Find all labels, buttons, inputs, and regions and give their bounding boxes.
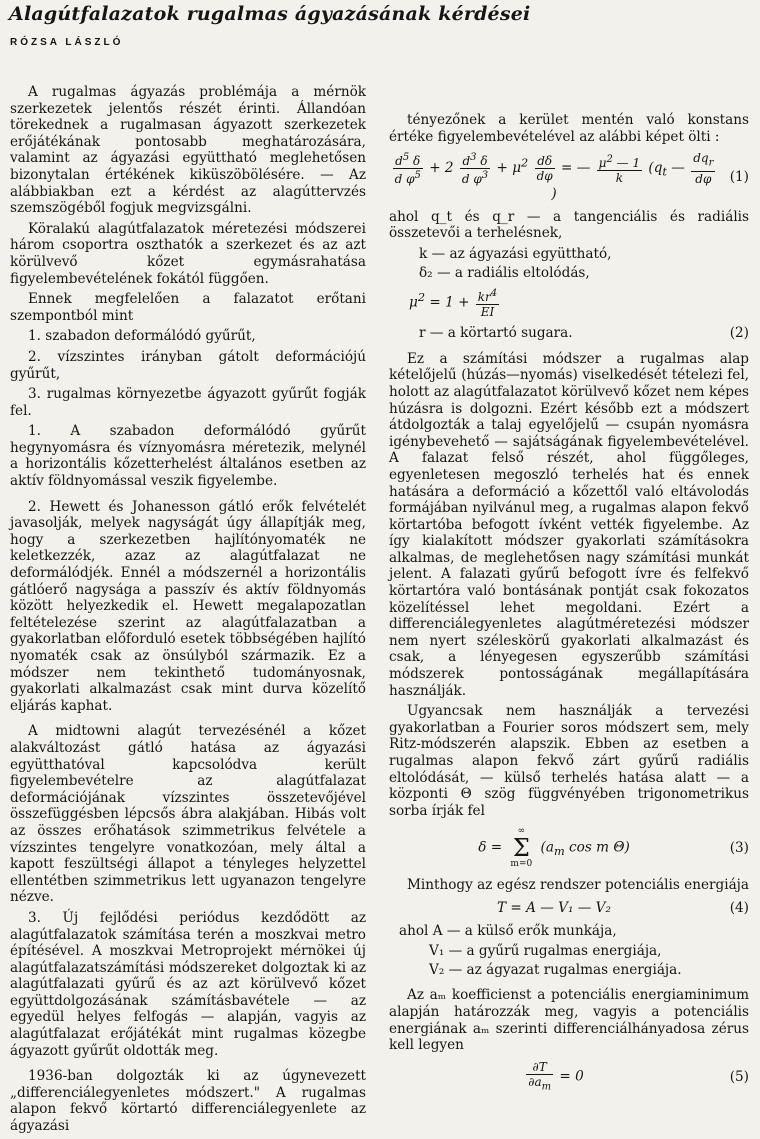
paragraph: Ugyancsak nem használják a tervezési gyakorlatban a Fourier soros módszert sem, mely Ritz-módszerén alapszik. Ebben az esetben a rugalmas alapon fekvő zárt gyűrű radiális eltolódását, — külső terhelés hatása alatt — a központi Θ szög függvényében trigonometrikus sorba írják fel [389,703,749,819]
left-column [10,84,366,1139]
definition: ahol q_t és q_r — a tangenciális és radiális összetevői a terhelésnek, [389,208,749,242]
list-item: 2. vízszintes irányban gátolt deformációjú gyűrűt, [10,348,366,382]
paragraph: Minthogy az egész rendszer potenciális energiája [407,877,749,894]
equation-4 [389,900,749,917]
equation-mu-body: $\mu^2 = 1$ + $\frac{kr^4}{EI}$ [409,288,498,320]
equation-1-body: $\frac{d^5 \delta}{d \varphi^5}$ + 2 $\frac{d^3 \delta}{d \varphi^3}$ + $\mu^2$ $\frac{d\delta}{d\varphi}$ = — $\frac{\mu^2 — 1}{k}$ ($q_t$ — $\frac{dq_r}{d\varphi}$ ) [394,151,714,203]
definition: k — az ágyazási együttható, [419,245,612,262]
paragraph: 2. Hewett és Johanesson gátló erők felvételét javasolják, melyek nagyságát úgy állapítják meg, hogy a szerkezetben hajlítónyomaték ne keletkezzék, azaz az alagútfalazat ne deformálódjék. Ennél a módszernél a horizontális gátlóerő nagysága a passzív és aktív földnyomás között helyezkedik el. Hewett megalapozatlan feltételezése szerint az alagútfalazatban a gyakorlatban előforduló esetek többségében hajlító nyomaték csak az önsúlyból származik. Ez a módszer nem tekinthető tudományosnak, gyakorlati alkalmazást csak mint durva közelítő eljárás kaphat. [10,498,366,714]
paragraph: Köralakú alagútfalazatok méretezési módszerei három csoportra oszthatók a szerkezet és az azt körülvevő kőzet egymásrahatása figyelembevételének fokától függően. [10,220,366,287]
equation-3-body: δ = ∞ Σ m=0 ($a_m$ cos m Θ) [478,826,630,870]
equation-4-body: T = A — V₁ — V₂ [497,899,611,916]
equation-number: (4) [729,899,749,916]
equation-3 [389,827,749,869]
definition-r [389,325,749,342]
equation-1 [389,151,749,203]
list-item: 3. rugalmas környezetbe ágyazott gyűrűt fogják fel. [10,386,366,419]
equation-mu [409,287,749,319]
definition: V₂ — az ágyazat rugalmas energiája. [429,961,682,978]
definition: V₁ — a gyűrű rugalmas energiája, [429,943,662,960]
paragraph: 1. A szabadon deformálódó gyűrűt hegynyomásra és víznyomásra méretezik, melynél a horizontális kőzetterhelést általános esetben az aktív földnyomással veszik figyelembe. [10,423,366,490]
equation-5 [389,1060,749,1094]
equation-number: (5) [729,1068,749,1085]
paragraph: Ennek megfelelően a falazatot erőtani szempontból mint [10,291,366,324]
definition: δ₂ — a radiális eltolódás, [419,264,590,281]
definition: r — a körtartó sugara. [419,325,573,342]
paragraph: A midtowni alagút tervezésénél a kőzet alakváltozást gátló hatása az ágyazási együtthatóval kapcsolódva került figyelembevételre az alagútfalazat deformációjának vízszintes összetevőjével összefüggésben lépcsős ábra alakjában. Hibás volt az összes erőhatások szimmetrikus felvétele a vízszintes tengelyre vonatkozóan, mely által a kapott feszültségi állapot a tényleges helyzettel ellentétben szimmetrikus lett ugyanazon tengelyre nézve. [10,723,366,906]
definition: ahol A — a külső erők munkája, [399,922,617,939]
paragraph: tényezőnek a kerület mentén való konstans értéke figyelembevételével az alábbi képet ölti : [389,112,749,145]
paragraph: Ez a számítási módszer a rugalmas alap kételőjelű (húzás—nyomás) viselkedését tételezi fel, holott az alagútfalazatot körülvevő kőzet nem képes húzásra is dolgozni. Ezért később ezt a módszert átdolgozták a talaj egyelőjelű — csupán nyomásra igénybevehető — sajátságának figyelembevételével. A falazat felső részét, ahol függőleges, egyenletesen megoszló terhelés hat és ennek hatására a deformáció a kőzettől való eltávolodás formájában nyilvánul meg, a rugalmas alapon fekvő körtartóba befogott ívként vették figyelembe. Az így kialakított módszer gyakorlati számításokra alkalmas, de meglehetősen nagy számítási munkát jelent. A falazati gyűrű befogott ívre és felfekvő körtartóra való bontásának pontját csak fokozatos közelítéssel lehet megoldani. Ezért a differenciálegyenletes alagútméretezési módszer nem nyert széleskörű gyakorlati alkalmazást és csak, a lényegesen egyszerűbb számítási módszerek pontosságának megállapítására használják. [389,350,749,699]
paragraph: A rugalmas ágyazás problémája a mérnök szerkezetek jelentős részét érinti. Állandóan törekednek a rugalmasan ágyazott szerkezetek erőjátékának pontosabb meghatározására, valamint az ágyazási együttható meglehetősen bizonytalan értékének kiküszöbölésére. — Az alábbiakban ezt a kérdést az alagúttervzés szemszögéből fogjuk megvizsgálni. [10,84,366,217]
right-column [389,112,749,1100]
paragraph: 1936-ban dolgozták ki az úgynevezett „differenciálegyenletes módszert." A rugalmas alapon fekvő körtartó differenciálegyenlete az ágyazási [10,1068,366,1135]
equation-number: (1) [729,168,749,185]
equation-5-body: $\frac{\partial T}{\partial a_m}$ = 0 [528,1059,584,1093]
equation-number: (2) [729,325,749,342]
author-name: RÓZSA LÁSZLÓ [10,37,124,48]
article-title: Alagútfalazatok rugalmas ágyazásának kérdései [9,3,531,25]
paragraph: Az aₘ koefficienst a potenciális energiaminimum alapján határozzák meg, vagyis a potenciális energiának aₘ szerinti differenciálhányadosa zérus kell legyen [389,987,749,1054]
equation-number: (3) [729,840,749,857]
paragraph: 3. Új fejlődési periódus kezdődött az alagútfalazatok számítása terén a moszkvai metro építésével. A moszkvai Metroprojekt mérnökei új alagútfalazatszámítási módszereket dolgoztak ki az alagútfalazati gyűrű és az azt körülvevő kőzet együttdolgozásának számításbavétele — az egyedül helyes felfogás — alapján, vagyis az alagútfalazat erőjátékát mint rugalmas közegbe ágyazott gyűrűt oldották meg. [10,909,366,1059]
list-item: 1. szabadon deformálódó gyűrűt, [28,328,256,345]
